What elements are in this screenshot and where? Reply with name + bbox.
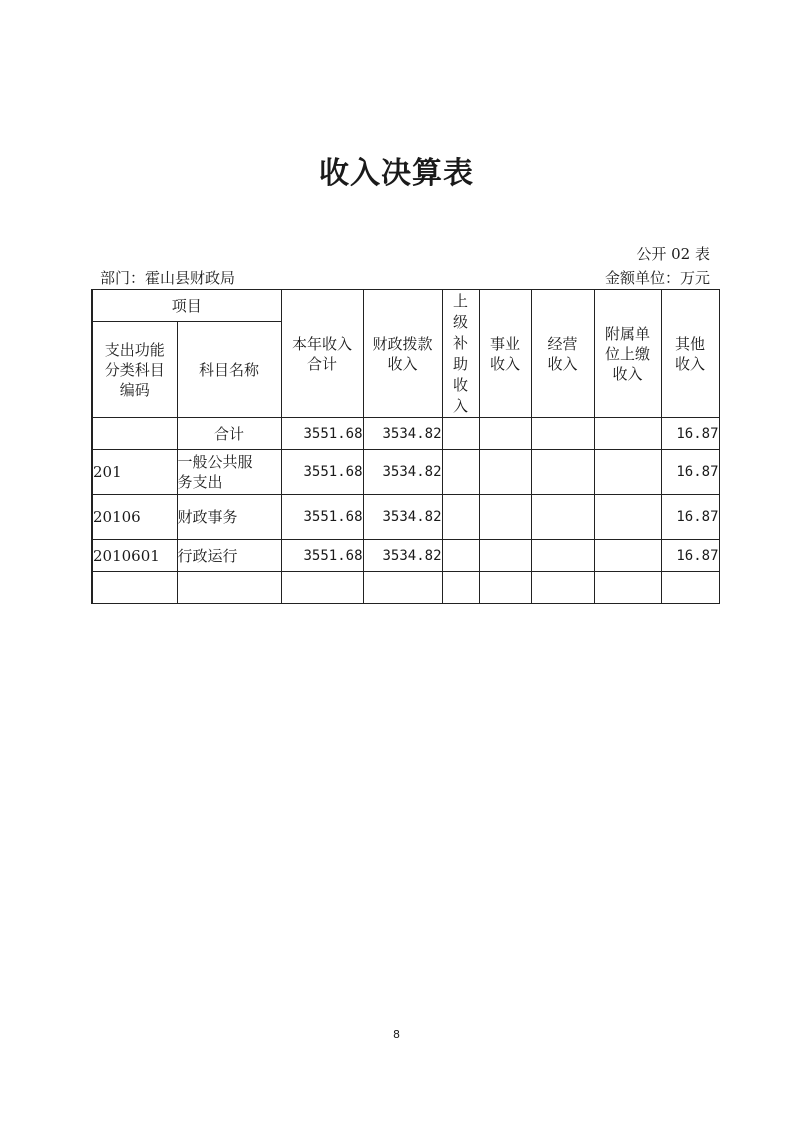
cell-fiscal: 3534.82 <box>363 495 442 540</box>
table-row-total <box>92 418 719 450</box>
cell-code: 2010601 <box>92 540 177 572</box>
cell-fiscal: 3534.82 <box>363 540 442 572</box>
cell-code <box>92 418 177 450</box>
table-row <box>92 540 719 572</box>
cell-subsidy <box>442 540 479 572</box>
cell-affiliate <box>594 450 661 495</box>
cell-business <box>479 540 531 572</box>
header-function-code <box>92 322 177 418</box>
cell-code: 20106 <box>92 495 177 540</box>
header-fiscal-income-text: 财政拨款收入 <box>372 334 433 373</box>
header-row-1 <box>92 290 719 322</box>
cell-operating <box>531 418 594 450</box>
cell-code <box>92 572 177 604</box>
header-affiliate-income <box>594 290 661 418</box>
header-operating-income <box>531 290 594 418</box>
cell-name <box>177 450 281 495</box>
header-fiscal-income <box>363 290 442 418</box>
cell-total: 3551.68 <box>281 450 363 495</box>
cell-other: 16.87 <box>661 418 719 450</box>
cell-operating <box>531 450 594 495</box>
page-title: 收入决算表 <box>319 156 474 191</box>
cell-total: 3551.68 <box>281 495 363 540</box>
table-row <box>92 495 719 540</box>
cell-fiscal <box>363 572 442 604</box>
cell-subsidy <box>442 572 479 604</box>
cell-subsidy <box>442 495 479 540</box>
cell-affiliate <box>594 572 661 604</box>
header-business-income-text: 事业收入 <box>490 334 521 373</box>
header-other-income-text: 其他收入 <box>675 334 706 373</box>
cell-name-text: 一般公共服务支出 <box>177 453 253 491</box>
cell-affiliate <box>594 495 661 540</box>
cell-operating <box>531 572 594 604</box>
cell-subsidy <box>442 450 479 495</box>
page-number: 8 <box>393 1028 400 1041</box>
cell-other <box>661 572 719 604</box>
cell-total: 3551.68 <box>281 418 363 450</box>
cell-name: 行政运行 <box>177 540 281 572</box>
cell-operating <box>531 495 594 540</box>
cell-name: 合计 <box>177 418 281 450</box>
cell-business <box>479 495 531 540</box>
cell-other: 16.87 <box>661 540 719 572</box>
header-total-income-text: 本年收入合计 <box>292 334 353 373</box>
header-operating-income-text: 经营收入 <box>547 334 578 373</box>
cell-affiliate <box>594 540 661 572</box>
cell-name: 财政事务 <box>177 495 281 540</box>
cell-subsidy <box>442 418 479 450</box>
header-total-income <box>281 290 363 418</box>
table-row-empty <box>92 572 719 604</box>
department-label: 部门：霍山县财政局 <box>100 269 236 287</box>
header-subject-name: 科目名称 <box>177 322 281 418</box>
form-number: 公开 02 表 <box>636 245 710 263</box>
cell-business <box>479 418 531 450</box>
header-subsidy-income-text: 上级补助收入 <box>453 292 469 415</box>
cell-affiliate <box>594 418 661 450</box>
cell-total: 3551.68 <box>281 540 363 572</box>
income-report-table <box>91 289 720 604</box>
table-row <box>92 450 719 495</box>
header-affiliate-income-text: 附属单位上缴收入 <box>605 324 651 383</box>
amount-unit-label: 金额单位：万元 <box>604 269 710 287</box>
header-business-income <box>479 290 531 418</box>
cell-operating <box>531 540 594 572</box>
cell-other: 16.87 <box>661 450 719 495</box>
header-subsidy-income <box>442 290 479 418</box>
cell-business <box>479 450 531 495</box>
cell-other: 16.87 <box>661 495 719 540</box>
cell-fiscal: 3534.82 <box>363 418 442 450</box>
header-function-code-text: 支出功能分类科目编码 <box>104 340 165 399</box>
header-other-income <box>661 290 719 418</box>
header-project-group: 项目 <box>92 290 281 322</box>
cell-total <box>281 572 363 604</box>
cell-fiscal: 3534.82 <box>363 450 442 495</box>
cell-name <box>177 572 281 604</box>
cell-code: 201 <box>92 450 177 495</box>
cell-business <box>479 572 531 604</box>
